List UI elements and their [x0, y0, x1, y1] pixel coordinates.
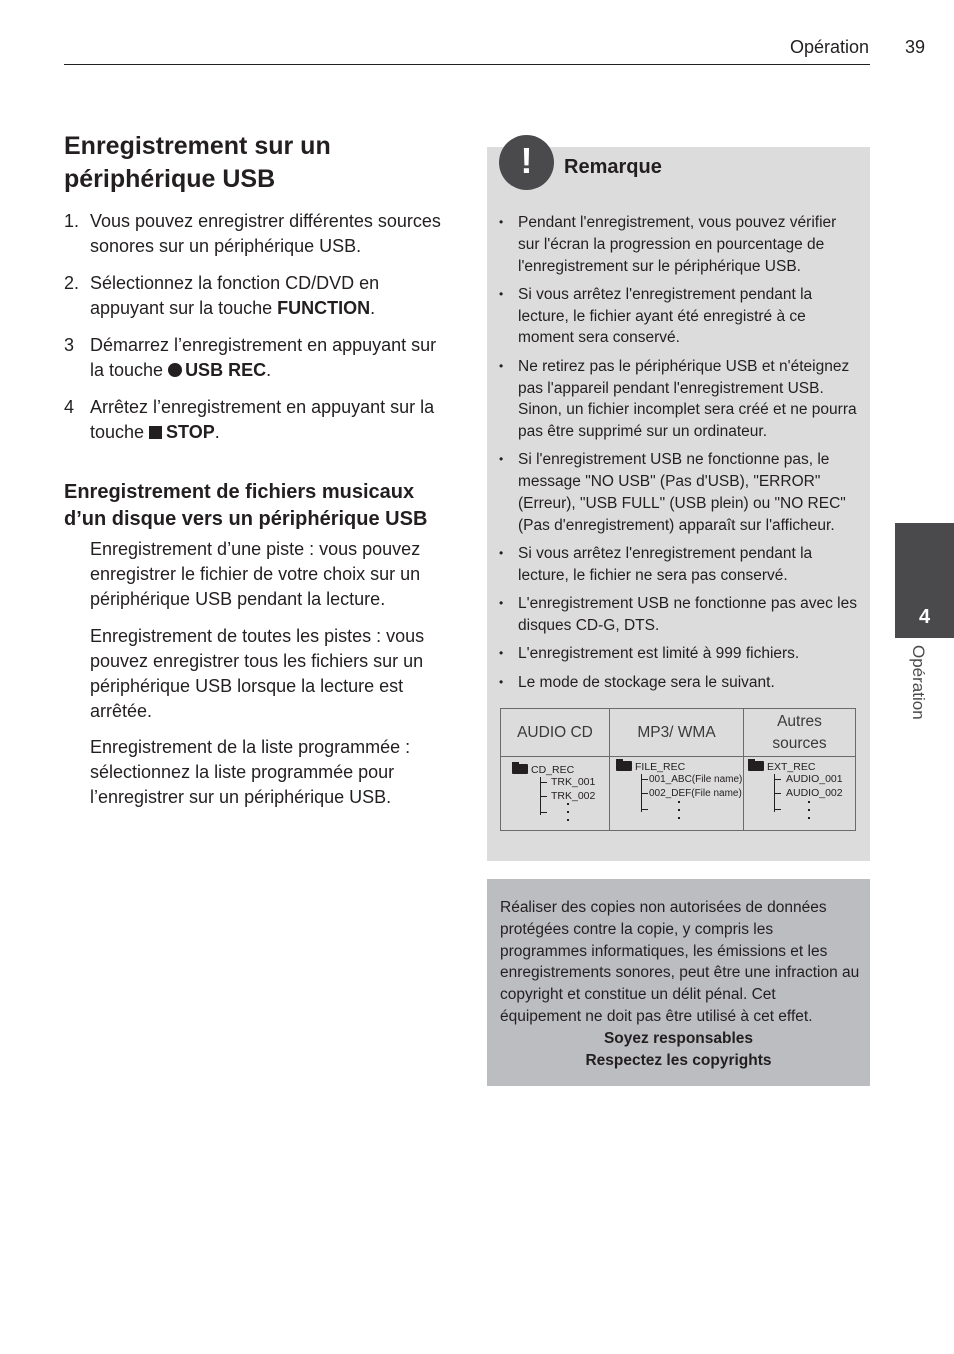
tree-tick — [540, 796, 547, 797]
step-item — [64, 209, 454, 259]
section-subtitle: Enregistrement de fichiers musicaux d’un disque vers un périphérique USB — [64, 481, 428, 530]
step-item — [64, 271, 454, 321]
record-dot-icon — [168, 363, 182, 377]
tree-tick — [641, 779, 648, 780]
step-number: 3 — [64, 335, 75, 355]
exclamation-icon: ! — [499, 135, 554, 190]
step-text: Arrêtez l’enregistrement en appuyant sur la touche — [90, 397, 435, 442]
step-number: 2. — [64, 273, 80, 293]
folder-name: CD_REC — [531, 764, 575, 776]
folder-icon — [616, 761, 632, 771]
table-header-cell: AUDIO CD — [501, 709, 609, 757]
step-item — [64, 395, 454, 445]
folder-icon — [512, 764, 528, 774]
file-name: AUDIO_002 — [786, 787, 843, 799]
tree-tick — [774, 809, 781, 810]
step-text: Démarrez l’enregistrement en appuyant sur la touche — [90, 335, 437, 380]
steps-list — [64, 209, 454, 457]
note-item: • L'enregistrement USB ne fonctionne pas avec les disques CD-G, DTS. — [499, 593, 859, 637]
step-text-end: . — [266, 360, 272, 380]
header-section-title: Opération — [789, 37, 869, 57]
paragraph-program-list: Enregistrement de la liste programmée : sélectionnez la liste programmée pour l’enregistrer sur un périphérique USB. — [90, 737, 411, 807]
copyright-text: Réaliser des copies non autorisées de données protégées contre la copie, y compris les programmes informatiques, les émissions et les enregistrements sonores, peut être une infraction au copyright et constitue un délit pénal. Cet équipement ne doit pas être utilisé à cet effet. — [500, 899, 860, 1025]
table-header-cell — [744, 709, 855, 757]
usb-rec-key-label: USB REC — [185, 360, 267, 380]
table-column — [610, 709, 744, 830]
file-name: TRK_002 — [551, 790, 596, 802]
stop-square-icon — [149, 426, 162, 439]
step-text: Sélectionnez la fonction CD/DVD en appuyant sur la touche — [90, 273, 380, 318]
note-item: • Ne retirez pas le périphérique USB et n'éteignez pas l'appareil pendant l'enregistrement USB. Sinon, un fichier incomplet sera créé et ne pourra pas être supprimé sur un ordinateur. — [499, 356, 859, 443]
note-item: • L'enregistrement est limité à 999 fichiers. — [499, 643, 859, 665]
chapter-label: Opération — [909, 645, 928, 720]
paragraph-all-tracks: Enregistrement de toutes les pistes : vous pouvez enregistrer tous les fichiers sur un périphérique USB lorsque la lecture est arrêtée. — [90, 626, 425, 721]
copyright-slogan-1: Soyez responsables — [603, 1030, 754, 1047]
note-list — [499, 212, 859, 700]
file-name: AUDIO_001 — [786, 773, 843, 785]
folder-icon — [748, 761, 764, 771]
chapter-number: 4 — [918, 606, 931, 628]
note-item: • Si l'enregistrement USB ne fonctionne pas, le message "NO USB" (Pas d'USB), "ERROR" (Erreur), "USB FULL" (USB plein) ou "NO REC" (Pas d'enregistrement) apparaît sur l'afficheur. — [499, 449, 859, 536]
step-text: Vous pouvez enregistrer différentes sources sonores sur un périphérique USB. — [90, 211, 441, 256]
more-dots — [678, 801, 680, 825]
step-item — [64, 333, 454, 383]
page-number: 39 — [905, 37, 926, 57]
tree-tick — [774, 793, 781, 794]
paragraph-single-track: Enregistrement d’une piste : vous pouvez enregistrer le fichier de votre choix sur un périphérique USB pendant la lecture. — [90, 539, 421, 609]
stop-key-label: STOP — [166, 422, 215, 442]
storage-mode-table — [500, 708, 856, 831]
page-title: Enregistrement sur un périphérique USB — [64, 132, 331, 193]
tree-tick — [540, 812, 547, 813]
note-item: • Si vous arrêtez l'enregistrement pendant la lecture, le fichier ne sera pas conservé. — [499, 543, 859, 587]
note-title: Remarque — [564, 156, 662, 178]
tree-tick — [774, 779, 781, 780]
copyright-slogan-2: Respectez les copyrights — [585, 1052, 772, 1069]
step-number: 1. — [64, 211, 80, 231]
table-column — [501, 709, 610, 830]
folder-name: FILE_REC — [635, 761, 686, 773]
folder-name: EXT_REC — [767, 761, 816, 773]
more-dots — [808, 801, 810, 825]
file-name: 002_DEF(File name) — [649, 788, 742, 799]
note-item: • Pendant l'enregistrement, vous pouvez vérifier sur l'écran la progression en pourcentage de l'enregistrement sur le périphérique USB. — [499, 212, 859, 277]
file-name: TRK_001 — [551, 776, 596, 788]
step-number: 4 — [64, 397, 75, 417]
tree-tick — [641, 809, 648, 810]
file-name: 001_ABC(File name) — [649, 774, 743, 785]
step-text-end: . — [214, 422, 220, 442]
note-item: • Le mode de stockage sera le suivant. — [499, 672, 859, 694]
function-key-label: FUNCTION — [277, 298, 371, 318]
step-text-end: . — [370, 298, 376, 318]
note-item: • Si vous arrêtez l'enregistrement pendant la lecture, le fichier ayant été enregistré à ce moment sera conservé. — [499, 284, 859, 349]
tree-tick — [641, 793, 648, 794]
tree-tick — [540, 782, 547, 783]
table-header-cell: MP3/ WMA — [610, 709, 743, 757]
table-column — [744, 709, 855, 830]
header-text: Autres sources — [772, 712, 827, 752]
header-divider — [64, 64, 870, 65]
more-dots — [567, 803, 569, 827]
